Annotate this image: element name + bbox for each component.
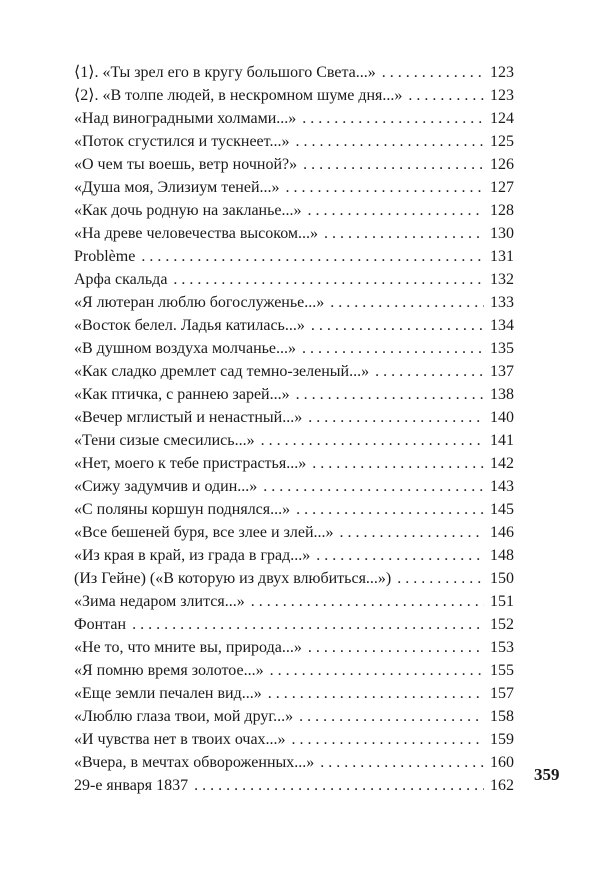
toc-entry-page: 148 [490,547,514,564]
toc-entry [74,360,514,383]
toc-entry [74,705,514,728]
toc-entry-title: «Вечер мглистый и ненастный...» [74,409,303,426]
toc-entry-page: 142 [490,455,514,472]
toc-entry [74,245,514,268]
toc-entry-page: 152 [490,616,514,633]
toc-entry [74,222,514,245]
dot-leader [132,613,484,636]
toc-entry-title: Фонтан [74,616,127,633]
toc-entry-page: 133 [490,294,514,311]
toc-entry-title: «Как птичка, с раннею зарей...» [74,386,290,403]
dot-leader [173,268,484,291]
toc-entry-title: «На древе человечества высоком...» [74,225,319,242]
toc-entry-title: «Я лютеран люблю богослуженье...» [74,294,325,311]
toc-entry-page: 160 [490,754,514,771]
toc-entry-title: «Еще земли печален вид...» [74,685,262,702]
toc-entry [74,291,514,314]
toc-entry-page: 145 [490,501,514,518]
dot-leader [312,452,484,475]
toc-entry-page: 123 [490,64,514,81]
toc-entry [74,84,514,107]
toc-entry-title: «Сижу задумчив и один...» [74,478,258,495]
toc-entry [74,61,514,84]
dot-leader [292,728,484,751]
toc-entry-title: «Как сладко дремлет сад темно-зеленый...» [74,363,370,380]
toc-entry [74,383,514,406]
toc-entry [74,636,514,659]
table-of-contents [74,61,514,797]
dot-leader [324,222,484,245]
toc-entry [74,751,514,774]
toc-entry-page: 150 [490,570,514,587]
toc-entry [74,268,514,291]
toc-entry-title: «Восток белел. Ладья катилась...» [74,317,305,334]
toc-entry-title: «Поток сгустился и тускнеет...» [74,133,290,150]
dot-leader [299,705,484,728]
toc-entry-title: «Не то, что мните вы, природа...» [74,639,302,656]
toc-entry-title: «Вчера, в мечтах обвороженных...» [74,754,315,771]
toc-entry [74,567,514,590]
dot-leader [340,521,484,544]
toc-entry [74,314,514,337]
dot-leader [308,636,484,659]
dot-leader [397,567,484,590]
dot-leader [375,360,484,383]
toc-entry-page: 138 [490,386,514,403]
toc-entry [74,429,514,452]
toc-entry-page: 151 [490,593,514,610]
toc-entry-page: 135 [490,340,514,357]
toc-entry-page: 159 [490,731,514,748]
toc-entry [74,521,514,544]
toc-entry-title: «Как дочь родную на закланье...» [74,202,302,219]
dot-leader [263,475,484,498]
dot-leader [408,84,484,107]
toc-entry [74,659,514,682]
dot-leader [268,682,484,705]
dot-leader [251,590,484,613]
toc-entry-title: «Душа моя, Элизиум теней...» [74,179,280,196]
toc-entry-page: 127 [490,179,514,196]
toc-entry-title: «В душном воздуха молчанье...» [74,340,297,357]
toc-entry-page: 131 [490,248,514,265]
toc-entry-title: «Люблю глаза твои, мой друг...» [74,708,294,725]
toc-entry-page: 132 [490,271,514,288]
toc-entry-page: 146 [490,524,514,541]
toc-entry [74,774,514,797]
toc-entry [74,498,514,521]
toc-entry-title: «Нет, моего к тебе пристрастья...» [74,455,307,472]
dot-leader [320,751,484,774]
toc-entry-title: Арфа скальда [74,271,168,288]
toc-entry-page: 124 [490,110,514,127]
toc-entry [74,176,514,199]
toc-entry-page: 130 [490,225,514,242]
toc-entry-title: «Из края в край, из града в град...» [74,547,311,564]
toc-entry [74,153,514,176]
toc-entry-page: 134 [490,317,514,334]
dot-leader [303,153,484,176]
page-number: 359 [534,765,560,784]
toc-entry-page: 125 [490,133,514,150]
toc-entry [74,613,514,636]
dot-leader [302,337,484,360]
toc-entry-page: 162 [490,777,514,794]
toc-entry [74,107,514,130]
dot-leader [308,406,484,429]
dot-leader [316,544,484,567]
toc-entry [74,199,514,222]
toc-entry-page: 126 [490,156,514,173]
toc-entry [74,337,514,360]
toc-entry-title: «Все бешеней буря, все злее и злей...» [74,524,334,541]
dot-leader [296,498,484,521]
dot-leader [302,107,484,130]
dot-leader [194,774,484,797]
toc-entry [74,590,514,613]
toc-entry [74,130,514,153]
toc-entry-title: 29-е января 1837 [74,777,189,794]
dot-leader [270,659,484,682]
toc-entry-title: «И чувства нет в твоих очах...» [74,731,286,748]
toc-entry-page: 158 [490,708,514,725]
toc-entry [74,406,514,429]
toc-entry [74,544,514,567]
toc-entry-page: 123 [490,87,514,104]
dot-leader [286,176,484,199]
toc-entry [74,452,514,475]
toc-entry-page: 155 [490,662,514,679]
toc-entry-title: «О чем ты воешь, ветр ночной?» [74,156,298,173]
dot-leader [296,383,484,406]
toc-entry-title: Problème [74,248,136,265]
dot-leader [382,61,484,84]
toc-entry-page: 140 [490,409,514,426]
toc-entry-title: «Над виноградными холмами...» [74,110,297,127]
toc-entry-title: (Из Гейне) («В которую из двух влюбиться...») [74,570,392,587]
dot-leader [311,314,484,337]
toc-entry-title: «Зима недаром злится...» [74,593,245,610]
toc-entry-page: 157 [490,685,514,702]
toc-entry-title: «Тени сизые смесились...» [74,432,255,449]
dot-leader [330,291,484,314]
toc-entry [74,682,514,705]
toc-entry-page: 128 [490,202,514,219]
toc-entry-title: «Я помню время золотое...» [74,662,264,679]
toc-entry-title: ⟨2⟩. «В толпе людей, в нескромном шуме дня...» [74,87,403,104]
dot-leader [295,130,484,153]
dot-leader [141,245,484,268]
toc-entry-page: 153 [490,639,514,656]
dot-leader [261,429,484,452]
toc-entry-page: 141 [490,432,514,449]
toc-entry-title: ⟨1⟩. «Ты зрел его в кругу большого Света...» [74,64,376,81]
toc-entry-page: 137 [490,363,514,380]
toc-entry [74,728,514,751]
toc-entry-page: 143 [490,478,514,495]
dot-leader [308,199,484,222]
toc-entry [74,475,514,498]
toc-entry-title: «С поляны коршун поднялся...» [74,501,291,518]
